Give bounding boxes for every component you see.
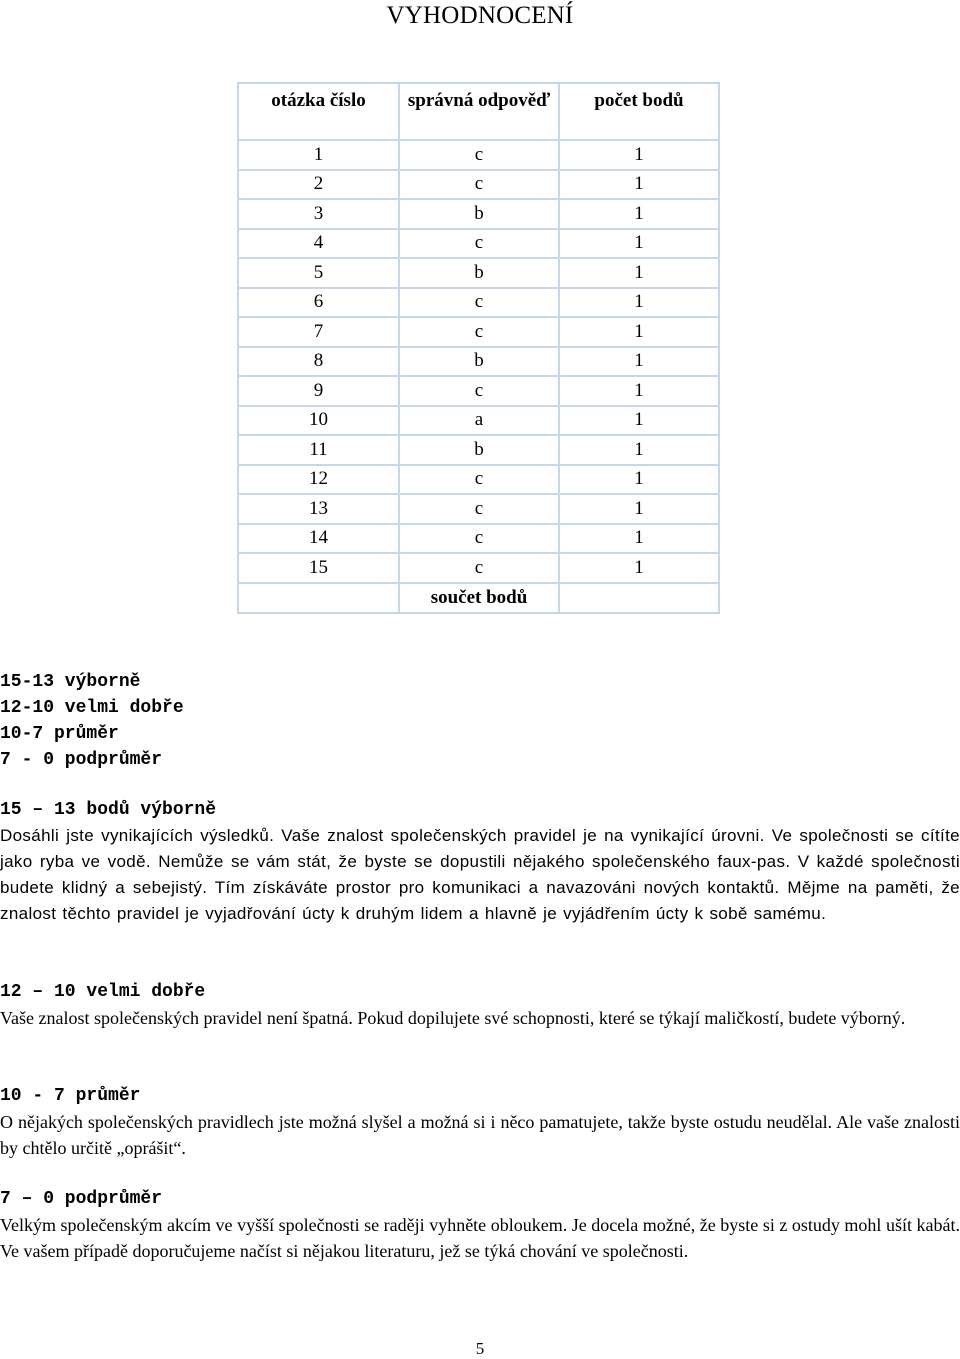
sum-value-cell: [559, 583, 719, 613]
correct-answer-cell: b: [399, 258, 559, 288]
correct-answer-cell: c: [399, 376, 559, 406]
correct-answer-cell: b: [399, 347, 559, 377]
question-number-cell: 7: [238, 317, 399, 347]
correct-answer-cell: c: [399, 317, 559, 347]
points-cell: 1: [559, 406, 719, 436]
correct-answer-cell: c: [399, 465, 559, 495]
sum-empty-cell: [238, 583, 399, 613]
question-number-cell: 2: [238, 170, 399, 200]
section-heading: 7 – 0 podprůměr: [0, 1189, 163, 1209]
scores-table: [237, 82, 720, 614]
header-correct-answer: správná odpověď: [399, 83, 559, 140]
section-very-good: [0, 979, 960, 1031]
question-number-cell: 12: [238, 465, 399, 495]
table-row: [238, 229, 719, 259]
table-row: [238, 140, 719, 170]
correct-answer-cell: b: [399, 435, 559, 465]
correct-answer-cell: c: [399, 140, 559, 170]
table-row: [238, 376, 719, 406]
table-row: [238, 317, 719, 347]
header-points: počet bodů: [559, 83, 719, 140]
correct-answer-cell: c: [399, 524, 559, 554]
table-row: [238, 347, 719, 377]
section-heading: 12 – 10 velmi dobře: [0, 982, 206, 1002]
correct-answer-cell: c: [399, 553, 559, 583]
points-cell: 1: [559, 317, 719, 347]
table-row: [238, 435, 719, 465]
correct-answer-cell: c: [399, 494, 559, 524]
grade-scale: [0, 669, 184, 773]
question-number-cell: 4: [238, 229, 399, 259]
question-number-cell: 10: [238, 406, 399, 436]
table-row: [238, 494, 719, 524]
table-row: [238, 199, 719, 229]
grade-line: 15-13 výborně: [0, 672, 141, 692]
correct-answer-cell: a: [399, 406, 559, 436]
table-row: [238, 288, 719, 318]
question-number-cell: 5: [238, 258, 399, 288]
question-number-cell: 15: [238, 553, 399, 583]
points-cell: 1: [559, 553, 719, 583]
correct-answer-cell: c: [399, 288, 559, 318]
points-cell: 1: [559, 258, 719, 288]
points-cell: 1: [559, 170, 719, 200]
header-question-number: otázka číslo: [238, 83, 399, 140]
correct-answer-cell: c: [399, 229, 559, 259]
points-cell: 1: [559, 524, 719, 554]
grade-line: 12-10 velmi dobře: [0, 698, 184, 718]
grade-line: 7 - 0 podprůměr: [0, 750, 163, 770]
table-row: [238, 170, 719, 200]
table-body: [238, 140, 719, 613]
question-number-cell: 3: [238, 199, 399, 229]
points-cell: 1: [559, 465, 719, 495]
correct-answer-cell: c: [399, 170, 559, 200]
question-number-cell: 6: [238, 288, 399, 318]
sum-row: [238, 583, 719, 613]
points-cell: 1: [559, 435, 719, 465]
question-number-cell: 11: [238, 435, 399, 465]
page-title: VYHODNOCENÍ: [386, 2, 574, 29]
correct-answer-cell: b: [399, 199, 559, 229]
question-number-cell: 9: [238, 376, 399, 406]
section-text: Dosáhli jste vynikajících výsledků. Vaše znalost společenských pravidel je na vynikající úrovni. Ve společnosti se cítíte jako ryba ve vodě. Nemůže se vám stát, že byste se dopustili nějakého společenského faux-pas. V každé společnosti budete klidný a sebejistý. Tím získáváte prostor pro komunikaci a navazováni nových kontaktů. Mějme na paměti, že znalost těchto pravidel je vyjadřování úcty k druhým lidem a hlavně je vyjádřením úcty k sobě samému.: [0, 826, 960, 923]
grade-line: 10-7 průměr: [0, 724, 119, 744]
table-row: [238, 406, 719, 436]
table-row: [238, 524, 719, 554]
table-row: [238, 553, 719, 583]
section-excellent: [0, 797, 960, 927]
points-cell: 1: [559, 140, 719, 170]
table-row: [238, 465, 719, 495]
question-number-cell: 13: [238, 494, 399, 524]
section-average: [0, 1083, 960, 1161]
question-number-cell: 1: [238, 140, 399, 170]
points-cell: 1: [559, 376, 719, 406]
section-below-average: [0, 1186, 960, 1264]
points-cell: 1: [559, 288, 719, 318]
question-number-cell: 14: [238, 524, 399, 554]
table-header-row: [238, 83, 719, 140]
section-heading: 10 - 7 průměr: [0, 1086, 141, 1106]
points-cell: 1: [559, 199, 719, 229]
section-heading: 15 – 13 bodů výborně: [0, 800, 217, 820]
page-number: 5: [475, 1339, 485, 1358]
points-cell: 1: [559, 494, 719, 524]
points-cell: 1: [559, 347, 719, 377]
points-cell: 1: [559, 229, 719, 259]
sum-label: součet bodů: [399, 583, 559, 613]
section-text: Vaše znalost společenských pravidel není špatná. Pokud dopilujete své schopnosti, které se týkají maličkostí, budete výborný.: [0, 1008, 906, 1028]
section-text: Velkým společenským akcím ve vyšší společnosti se raději vyhněte obloukem. Je docela možné, že byste si z ostudy mohl ušít kabát. Ve vašem případě doporučujeme načíst si nějakou literaturu, jež se týká chování ve společnosti.: [0, 1215, 960, 1261]
table-row: [238, 258, 719, 288]
question-number-cell: 8: [238, 347, 399, 377]
section-text: O nějakých společenských pravidlech jste možná slyšel a možná si i něco pamatujete, takže byste ostudu neudělal. Ale vaše znalosti by chtělo určitě „oprášit“.: [0, 1112, 960, 1158]
